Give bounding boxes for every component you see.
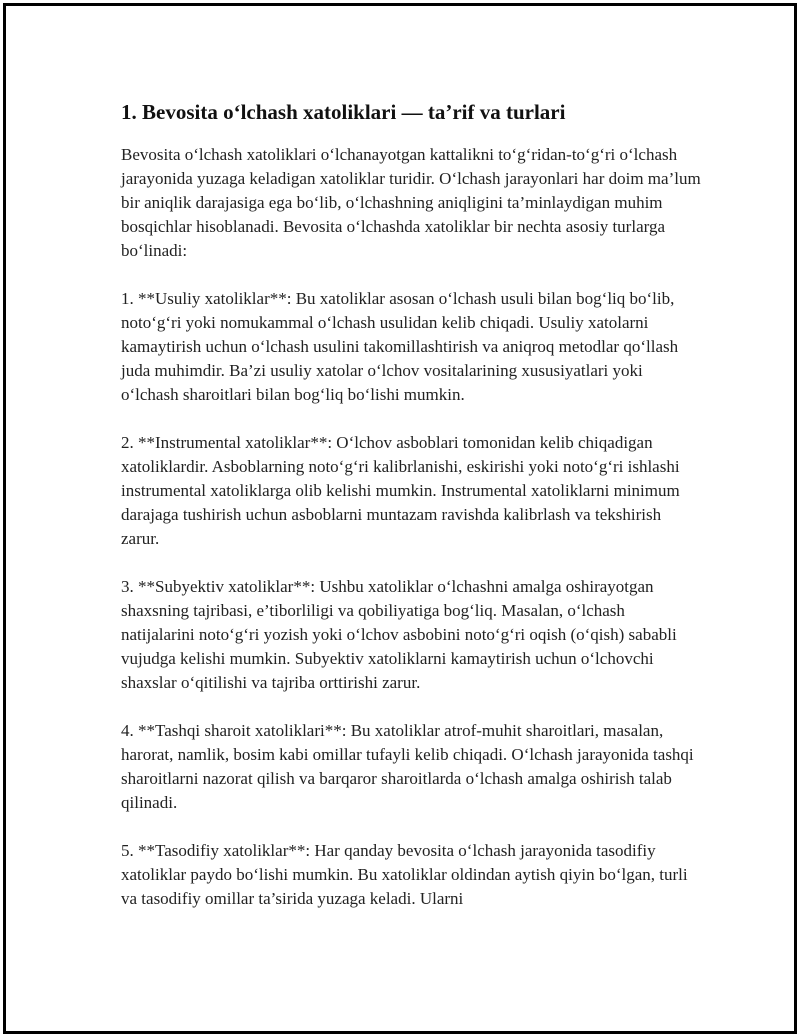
document-body — [121, 99, 701, 935]
intro-paragraph: Bevosita o‘lchash xatoliklari o‘lchanayotgan kattalikni to‘g‘ridan-to‘g‘ri o‘lchash jarayonida yuzaga keladigan xatoliklar turidir. O‘lchash jarayonlari har doim ma’lum bir aniqlik darajasiga ega bo‘lib, o‘lchashning aniqligini ta’minlaydigan muhim bosqichlar hisoblanadi. Bevosita o‘lchashda xatoliklar bir nechta asosiy turlarga bo‘linadi: — [121, 145, 701, 261]
page-frame — [3, 3, 797, 1034]
paragraph-instrumental-errors: 2. **Instrumental xatoliklar**: O‘lchov asboblari tomonidan kelib chiqadigan xatoliklardir. Asboblarning noto‘g‘ri kalibrlanishi, eskirishi yoki noto‘g‘ri ishlashi instrumental xatoliklarga olib kelishi mumkin. Instrumental xatoliklarni minimum darajaga tushirish uchun asboblarni muntazam ravishda kalibrlash va tekshirish zarur. — [121, 433, 680, 549]
section-heading: 1. Bevosita o‘lchash xatoliklari — ta’rif va turlari — [121, 100, 566, 124]
paragraph-subjective-errors: 3. **Subyektiv xatoliklar**: Ushbu xatoliklar o‘lchashni amalga oshirayotgan shaxsning tajribasi, e’tiborliligi va qobiliyatiga bog‘liq. Masalan, o‘lchash natijalarini noto‘g‘ri yozish yoki o‘lchov asbobini noto‘g‘ri oqish (o‘qish) sababli vujudga kelishi mumkin. Subyektiv xatoliklarni kamaytirish uchun o‘lchovchi shaxslar o‘qitilishi va tajriba orttirishi zarur. — [121, 577, 677, 693]
paragraph-methodical-errors: 1. **Usuliy xatoliklar**: Bu xatoliklar asosan o‘lchash usuli bilan bog‘liq bo‘lib, noto‘g‘ri yoki nomukammal o‘lchash usulidan kelib chiqadi. Usuliy xatolarni kamaytirish uchun o‘lchash usulini takomillashtirish va aniqroq metodlar qo‘llash juda muhimdir. Ba’zi usuliy xatolar o‘lchov vositalarining xususiyatlari yoki o‘lchash sharoitlari bilan bog‘liq bo‘lishi mumkin. — [121, 289, 679, 405]
paragraph-random-errors: 5. **Tasodifiy xatoliklar**: Har qanday bevosita o‘lchash jarayonida tasodifiy xatoliklar paydo bo‘lishi mumkin. Bu xatoliklar oldindan aytish qiyin bo‘lgan, turli va tasodifiy omillar ta’sirida yuzaga keladi. Ularni — [121, 841, 688, 909]
paragraph-external-condition-errors: 4. **Tashqi sharoit xatoliklari**: Bu xatoliklar atrof-muhit sharoitlari, masalan, harorat, namlik, bosim kabi omillar tufayli kelib chiqadi. O‘lchash jarayonida tashqi sharoitlarni nazorat qilish va barqaror sharoitlarda o‘lchash amalga oshirish talab qilinadi. — [121, 721, 694, 813]
